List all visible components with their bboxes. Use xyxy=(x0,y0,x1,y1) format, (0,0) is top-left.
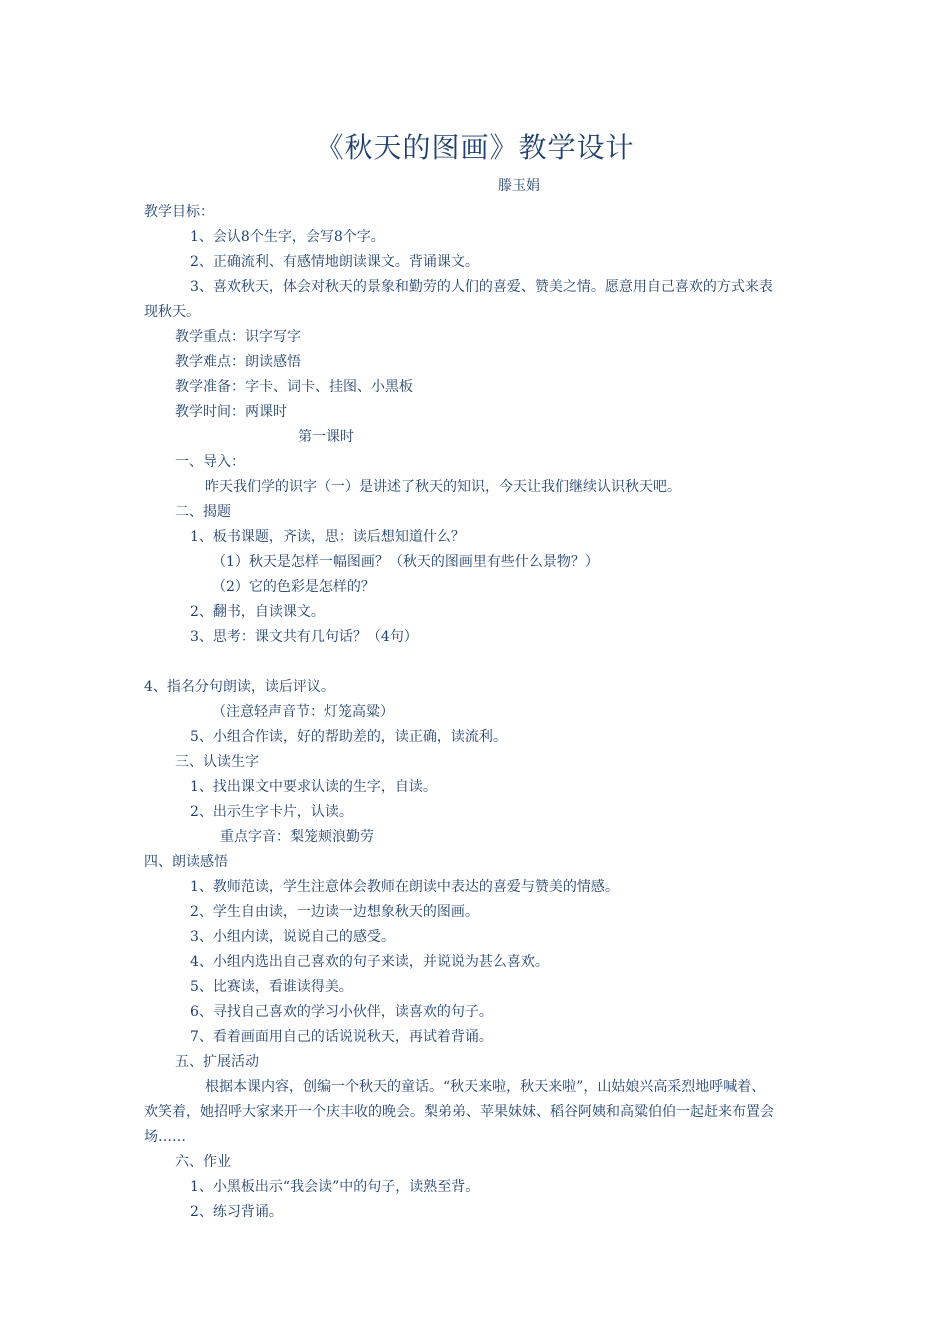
lesson-heading: 第一课时 xyxy=(298,429,354,445)
list-item: 7、看着画面用自己的话说说秋天，再试着背诵。 xyxy=(190,1029,493,1045)
list-item: （2）它的色彩是怎样的？ xyxy=(212,579,375,595)
paragraph: 昨天我们学的识字（一）是讲述了秋天的知识，今天让我们继续认识秋天吧。 xyxy=(205,479,681,495)
paragraph-continuation: 欢笑着，她招呼大家来开一个庆丰收的晚会。梨弟弟、苹果妹妹、稻谷阿姨和高粱伯伯一起赶来布置会 xyxy=(144,1104,774,1120)
author-name: 滕玉娟 xyxy=(498,178,540,194)
paragraph-continuation: 场…… xyxy=(144,1129,186,1145)
list-item: 2、翻书，自读课文。 xyxy=(190,604,325,620)
list-item: 6、寻找自己喜欢的学习小伙伴，读喜欢的句子。 xyxy=(190,1004,493,1020)
list-item: 1、会认8个生字，会写8个字。 xyxy=(190,229,385,245)
section-heading: 二、揭题 xyxy=(175,504,231,520)
list-item: 4、指名分句朗读，读后评议。 xyxy=(144,679,335,695)
list-item: 5、比赛读，看谁读得美。 xyxy=(190,979,353,995)
list-item: 5、小组合作读，好的帮助差的，读正确，读流利。 xyxy=(190,729,507,745)
list-item: 2、练习背诵。 xyxy=(190,1204,283,1220)
section-heading: 五、扩展活动 xyxy=(175,1054,259,1070)
list-item: 2、学生自由读，一边读一边想象秋天的图画。 xyxy=(190,904,479,920)
list-item: 2、出示生字卡片，认读。 xyxy=(190,804,353,820)
paragraph: 教学时间：两课时 xyxy=(175,404,287,420)
paragraph: 教学准备：字卡、词卡、挂图、小黑板 xyxy=(175,379,413,395)
paragraph: 教学难点：朗读感悟 xyxy=(175,354,301,370)
section-heading: 教学目标： xyxy=(144,204,214,220)
list-item: 3、喜欢秋天，体会对秋天的景象和勤劳的人们的喜爱、赞美之情。愿意用自己喜欢的方式来表 xyxy=(190,279,773,295)
list-item-continuation: 现秋天。 xyxy=(144,304,200,320)
list-item: 1、教师范读，学生注意体会教师在朗读中表达的喜爱与赞美的情感。 xyxy=(190,879,619,895)
paragraph: 重点字音：梨笼颊浪勤劳 xyxy=(220,829,374,845)
list-item: （1）秋天是怎样一幅图画？（秋天的图画里有些什么景物？） xyxy=(212,554,599,570)
list-item: 1、小黑板出示“我会读”中的句子，读熟至背。 xyxy=(190,1179,480,1195)
list-item: 1、找出课文中要求认读的生字，自读。 xyxy=(190,779,437,795)
section-heading: 六、作业 xyxy=(175,1154,231,1170)
list-item: 3、思考：课文共有几句话？（4句） xyxy=(190,629,418,645)
section-heading: 三、认读生字 xyxy=(175,754,259,770)
section-heading: 一、导入： xyxy=(175,454,245,470)
section-heading: 四、朗读感悟 xyxy=(144,854,228,870)
list-item: 2、正确流利、有感情地朗读课文。背诵课文。 xyxy=(190,254,479,270)
document-title: 《秋天的图画》教学设计 xyxy=(315,131,635,164)
paragraph: 根据本课内容，创编一个秋天的童话。“秋天来啦，秋天来啦”，山姑娘兴高采烈地呼喊着、 xyxy=(205,1079,766,1095)
list-item: 4、小组内选出自己喜欢的句子来读，并说说为甚么喜欢。 xyxy=(190,954,549,970)
list-item: 3、小组内读，说说自己的感受。 xyxy=(190,929,395,945)
list-item: （注意轻声音节：灯笼高粱） xyxy=(212,704,394,720)
paragraph: 教学重点：识字写字 xyxy=(175,329,301,345)
list-item: 1、板书课题，齐读，思：读后想知道什么？ xyxy=(190,529,465,545)
